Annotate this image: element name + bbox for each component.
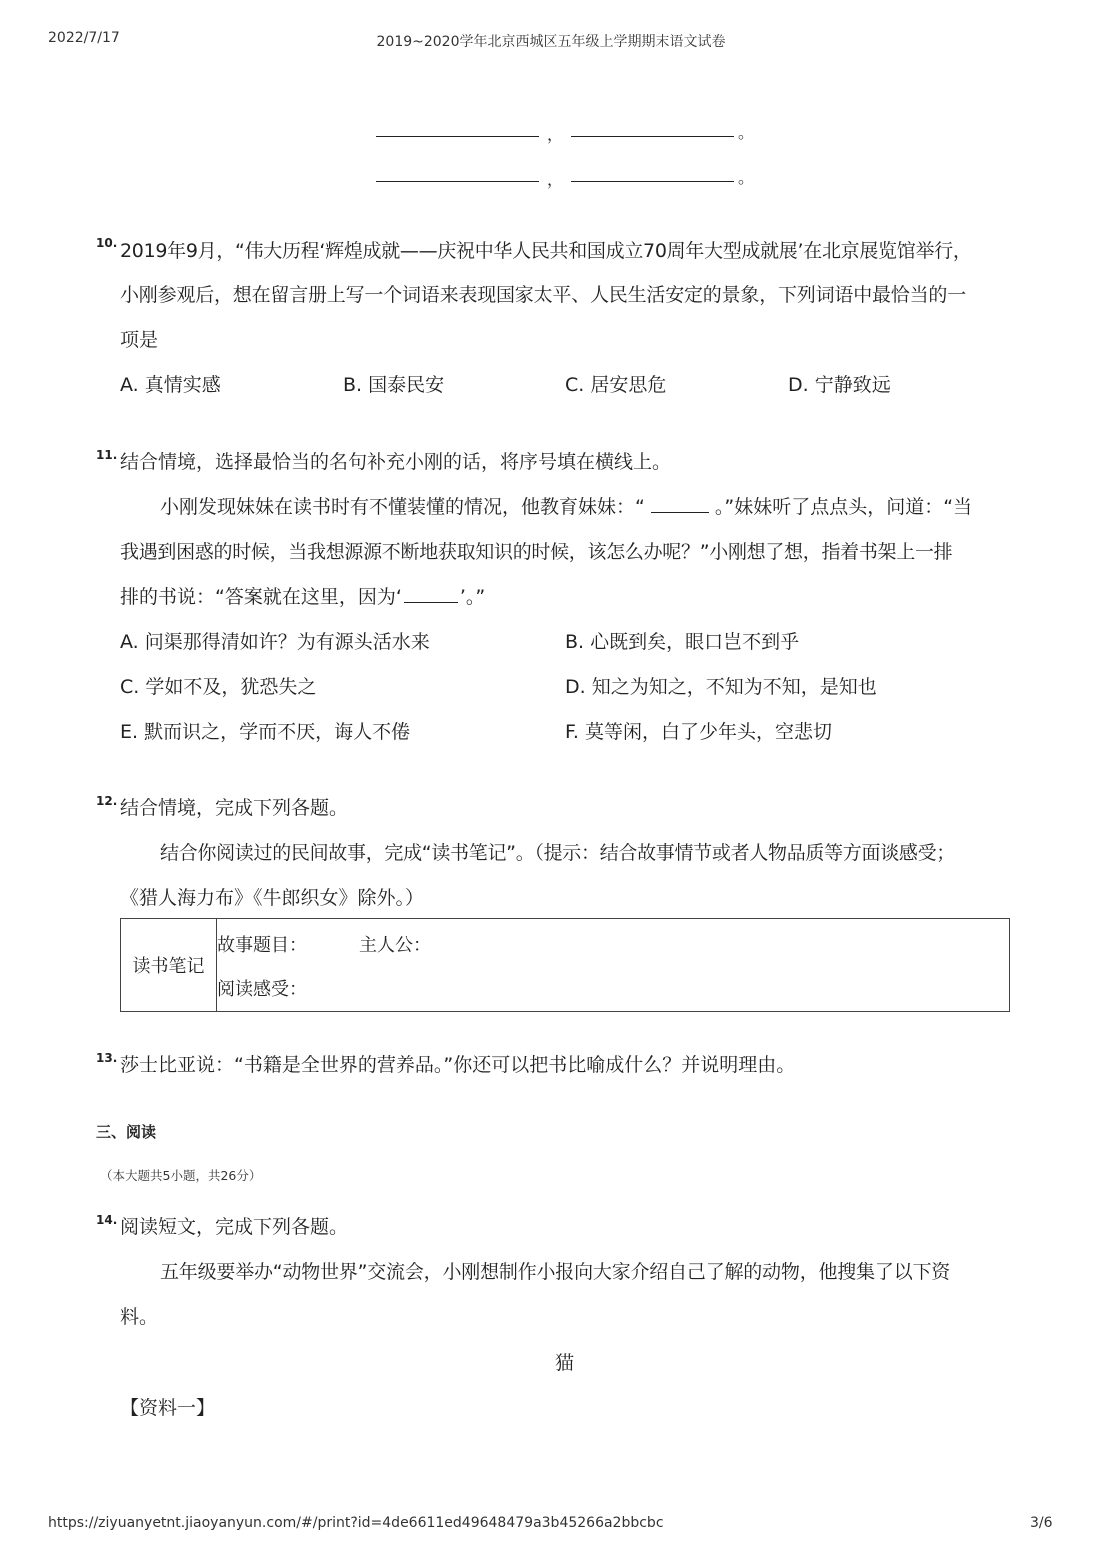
hero-label: 主人公： [359, 935, 431, 956]
question-number: 12. [96, 794, 118, 808]
option-b: B. 国泰民安 [343, 374, 445, 396]
header-title: 2019~2020学年北京西城区五年级上学期期末语文试卷 [376, 34, 726, 50]
question-text: 结合情境，选择最恰当的名句补充小刚的话，将序号填在横线上。 [120, 451, 672, 473]
option-c: C. 居安思危 [565, 374, 667, 396]
blank-separator: ， [547, 125, 564, 144]
story-row [217, 919, 1009, 965]
feeling-label: 阅读感受： [217, 979, 307, 1000]
reading-notes-label: 读书笔记 [121, 919, 217, 1012]
fill-blank [651, 494, 709, 513]
option-a: A. 问渠那得清如许？为有源头活水来 [120, 631, 430, 653]
article-title: 猫 [555, 1352, 575, 1374]
blank-end: 。 [738, 168, 755, 187]
option-f: F. 莫等闲，白了少年头，空悲切 [565, 721, 832, 743]
question-paragraph: 《猎人海力布》《牛郎织女》除外。） [120, 887, 425, 909]
header-date: 2022/7/17 [48, 30, 120, 46]
paragraph-text: 。”妹妹听了点点头，问道：“当 [714, 496, 973, 518]
reading-notes-body [217, 919, 1010, 1012]
answer-blank [376, 136, 539, 137]
question-text: 小刚参观后，想在留言册上写一个词语来表现国家太平、人民生活安定的景象，下列词语中最恰当的一 [120, 284, 967, 306]
question-paragraph [160, 494, 972, 520]
paragraph-text: ’。” [459, 586, 486, 608]
paragraph-text: 小刚发现妹妹在读书时有不懂装懂的情况，他教育妹妹：“ [160, 496, 645, 518]
option-b: B. 心既到矣，眼口岂不到乎 [565, 631, 800, 653]
material-heading: 【资料一】 [120, 1397, 216, 1419]
paragraph-text: 排的书说：“答案就在这里，因为‘ [120, 586, 402, 608]
page-number: 3/6 [1030, 1515, 1053, 1531]
question-number: 13. [96, 1051, 118, 1065]
question-paragraph: 五年级要举办“动物世界”交流会，小刚想制作小报向大家介绍自己了解的动物，他搜集了以下资 [160, 1261, 951, 1283]
question-paragraph: 结合你阅读过的民间故事，完成“读书笔记”。（提示：结合故事情节或者人物品质等方面谈感受； [160, 842, 955, 864]
question-text: 项是 [120, 329, 159, 351]
story-title-label: 故事题目： [217, 935, 307, 956]
question-text: 莎士比亚说：“书籍是全世界的营养品。”你还可以把书比喻成什么？并说明理由。 [120, 1054, 796, 1076]
question-number: 10. [96, 236, 118, 250]
question-text: 2019年9月，“伟大历程‘辉煌成就——庆祝中华人民共和国成立70周年大型成就展’在北京展览馆举行， [120, 240, 972, 262]
question-text: 结合情境，完成下列各题。 [120, 797, 349, 819]
option-e: E. 默而识之，学而不厌，诲人不倦 [120, 721, 411, 743]
footer-url: https://ziyuanyetnt.jiaoyanyun.com/#/print?id=4de6611ed49648479a3b45266a2bbcbc [48, 1515, 664, 1531]
answer-blank [571, 181, 734, 182]
question-number: 14. [96, 1213, 118, 1227]
section-note: （本大题共5小题，共26分） [100, 1168, 262, 1183]
question-paragraph: 我遇到困惑的时候，当我想源源不断地获取知识的时候，该怎么办呢？”小刚想了想，指着书架上一排 [120, 541, 953, 563]
blank-end: 。 [738, 123, 755, 142]
feeling-row [217, 965, 1009, 1011]
section-title: 三、阅读 [96, 1123, 157, 1141]
option-c: C. 学如不及，犹恐失之 [120, 676, 317, 698]
question-number: 11. [96, 448, 118, 462]
question-paragraph: 料。 [120, 1306, 159, 1328]
answer-blank [376, 181, 539, 182]
question-text: 阅读短文，完成下列各题。 [120, 1216, 349, 1238]
option-a: A. 真情实感 [120, 374, 221, 396]
blank-separator: ， [547, 170, 564, 189]
option-d: D. 知之为知之，不知为不知，是知也 [565, 676, 877, 698]
option-d: D. 宁静致远 [788, 374, 891, 396]
reading-notes-table [120, 918, 1010, 1012]
question-paragraph [120, 584, 485, 610]
fill-blank [404, 584, 458, 603]
answer-blank [571, 136, 734, 137]
